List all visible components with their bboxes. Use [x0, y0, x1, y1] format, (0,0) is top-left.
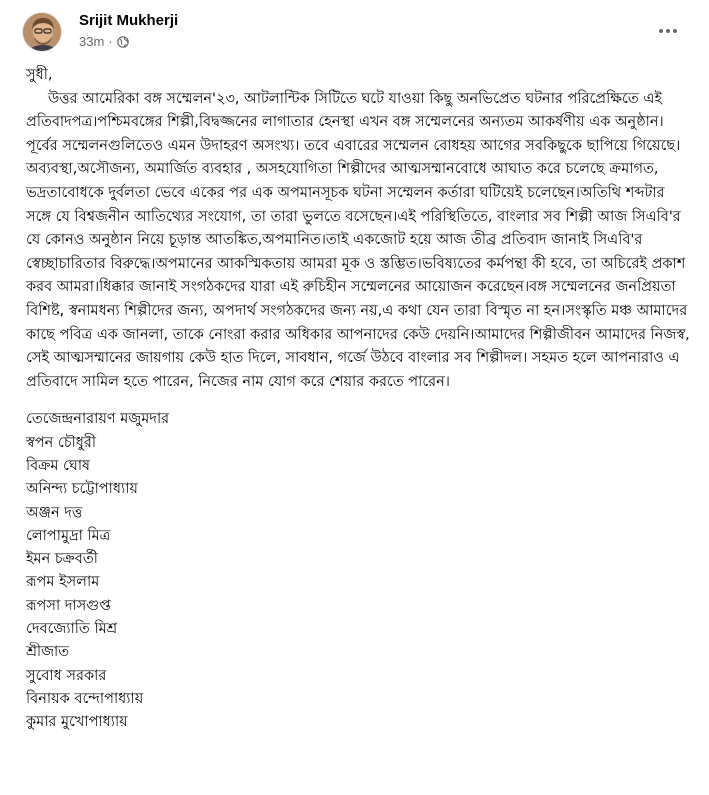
signatory-name: অনিন্দ্য চট্টোপাধ্যায়: [26, 481, 138, 498]
signatory-name: শ্রীজাত: [26, 644, 70, 661]
post-salutation: সুধী,: [26, 67, 53, 83]
post-header: [0, 0, 709, 60]
post-meta: [79, 34, 129, 50]
signatory-name: রূপসা দাসগুপ্ত: [26, 597, 111, 614]
signatory-name: তেজেন্দ্রনারায়ণ মজুমদার: [26, 411, 170, 428]
signatory-name: বিক্রম ঘোষ: [26, 457, 91, 474]
signatory-name: ইমন চক্রবর্তী: [26, 551, 98, 568]
signatory-name: সুবোধ সরকার: [26, 667, 107, 684]
profile-photo-icon: [23, 13, 62, 52]
signatory-name: রূপম ইসলাম: [26, 574, 100, 591]
signatory-name: কুমার মুখোপাধ্যায়: [26, 714, 128, 731]
meta-separator: ·: [108, 34, 113, 49]
signatory-name: দেবজ্যোতি মিশ্র: [26, 620, 118, 637]
signatory-name: স্বপন চৌধুরী: [26, 434, 97, 451]
globe-icon[interactable]: [117, 36, 129, 48]
signatory-name: লোপামুদ্রা মিত্র: [26, 527, 111, 544]
author-avatar[interactable]: [22, 12, 62, 52]
signatory-name: বিনায়ক বন্দোপাধ্যায়: [26, 690, 144, 707]
author-name[interactable]: Srijit Mukherji: [79, 12, 179, 29]
more-options-button[interactable]: [650, 15, 686, 47]
signatory-name: অঞ্জন দত্ত: [26, 504, 83, 521]
post-content: [26, 64, 690, 734]
more-horizontal-icon: [659, 29, 677, 33]
post-timestamp[interactable]: 33m: [79, 34, 105, 49]
signatory-list: [26, 408, 690, 734]
post-body-text: উত্তর আমেরিকা বঙ্গ সম্মেলন'২৩, আটলান্টিক সিটিতে ঘটে যাওয়া কিছু অনভিপ্রেত ঘটনার পরিপ্রেক্ষিতে এই প্রতিবাদপত্র।পশ্চিমবঙ্গের শিল্পী,বিদ্বজ্জনের লাগাতার হেনস্থা এখন বঙ্গ সম্মেলনের অন্যতম আকর্ষণীয় এক অনুষ্ঠান।পূর্বের সম্মেলনগুলিতেও এমন উদাহরণ অসংখ্য। তবে এবারের সম্মেলন বোধহয় আগের সবকিছুকে ছাপিয়ে গিয়েছে। অব্যবস্থা,অসৌজন্য, অমার্জিত ব্যবহার , অসহযোগিতা শিল্পীদের আত্মসম্মানবোধে আঘাত করে চলেছে ক্রমাগত, ভদ্রতাবোধকে দুর্বলতা ভেবে একের পর এক অপমানসূচক ঘটনা সম্মেলন কর্তারা ঘটিয়েই চলেছেন।অতিথি শব্দটার সঙ্গে যে বিশ্বজনীন আতিথ্যের সংযোগ, তা তারা ভুলতে বসেছেন।এই পরিস্থিতিতে, বাংলার সব শিল্পী আজ সিএবি'র যে কোনও অনুষ্ঠান নিয়ে চূড়ান্ত আতঙ্কিত,অপমানিত।তাই একজোট হয়ে আজ তীব্র প্রতিবাদ জানাই সিএবি'র স্বেচ্ছাচারিতার বিরুদ্ধে।অপমানের আকস্মিকতায় আমরা মূক ও স্তম্ভিত।ভবিষ্যতের কর্মপন্থা কী হবে, তা অচিরেই প্রকাশ করব আমরা।ধিক্কার জানাই সংগঠকদের যারা এই রুচিহীন সম্মেলনের আয়োজন করেছেন।বঙ্গ সম্মেলনের জনপ্রিয়তা বিশিষ্ট, স্বনামধন্য শিল্পীদের জন্য, অপদার্থ সংগঠকদের জন্য নয়,এ কথা যেন তারা বিস্মৃত না হন।সংস্কৃতি মঞ্চ আমাদের কাছে পবিত্র এক জানলা, তাকে নোংরা করার অধিকার আপনাদের কেউ দেয়নি।আমাদের শিল্পীজীবন আমাদের নিজস্ব, সেই আত্মসম্মানের জায়গায় কেউ হাত দিলে, সাবধান, গর্জে উঠবে বাংলার সব শিল্পীদল। সহমত হলে আপনারাও এ প্রতিবাদে সামিল হতে পারেন, নিজের নাম যোগ করে শেয়ার করতে পারেন।: [26, 90, 690, 390]
